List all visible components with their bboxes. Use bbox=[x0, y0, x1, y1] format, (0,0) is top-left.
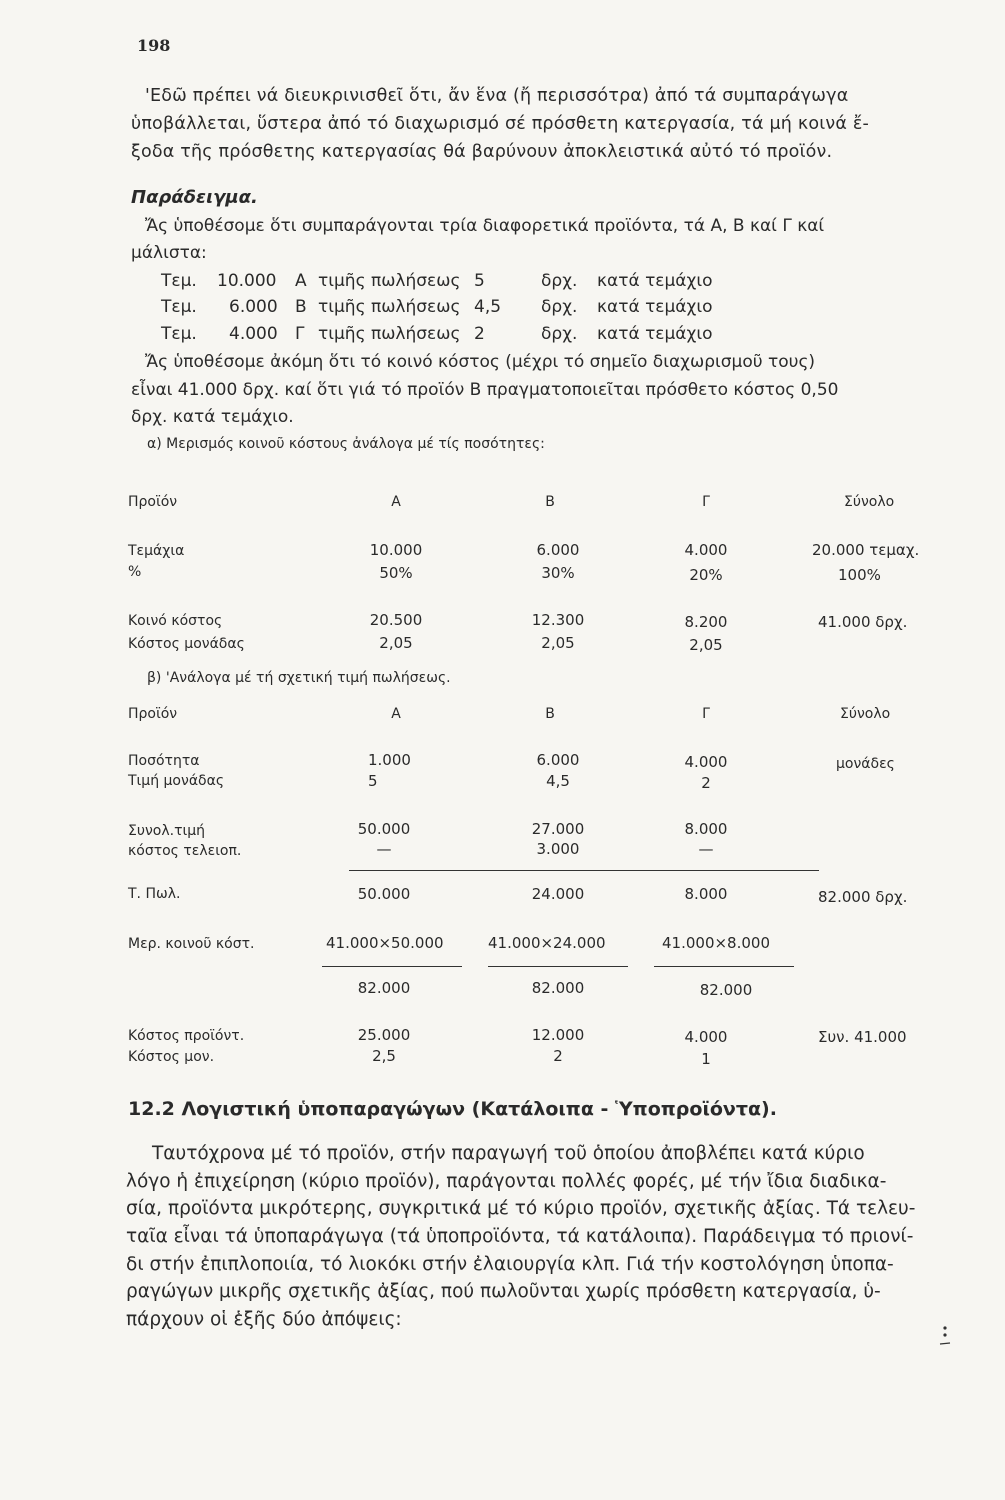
section-heading: 12.2 Λογιστική ὑποπαραγώγων (Κατάλοιπα - Ὑποπροϊόντα). bbox=[128, 1098, 777, 1120]
item-price: 2 bbox=[474, 324, 485, 344]
cell-c: 4.000 bbox=[684, 541, 728, 559]
cell-b: 41.000×24.000 bbox=[488, 934, 606, 952]
cell-total: μονάδες bbox=[836, 756, 895, 772]
cell-c: 4.000 bbox=[684, 1028, 728, 1046]
cell-a: 2,5 bbox=[372, 1047, 396, 1065]
cell-a: 50.000 bbox=[357, 820, 411, 838]
cell-b: 27.000 bbox=[531, 820, 585, 838]
row-label: Τιμή μονάδας bbox=[128, 773, 225, 789]
cell-c: 20% bbox=[689, 566, 723, 584]
row-label: Ποσότητα bbox=[128, 753, 200, 769]
cell-a: 20.500 bbox=[369, 611, 423, 629]
body-line: λόγο ἡ ἐπιχείρηση (κύριο προϊόν), παράγονται πολλές φορές, μέ τήν ἴδια διαδικα- bbox=[126, 1171, 887, 1192]
cell-a: 41.000×50.000 bbox=[326, 934, 444, 952]
body-line: ταῖα εἶναι τά ὑποπαράγωγα (τά ὑποπροϊόντα, τά κατάλοιπα). Παράδειγμα τό πριονί- bbox=[126, 1226, 914, 1247]
item-unit: δρχ. bbox=[541, 297, 578, 317]
item-per: κατά τεμάχιο bbox=[597, 271, 713, 291]
item-phrase: τιμῆς πωλήσεως bbox=[318, 297, 461, 317]
item-product: Β bbox=[295, 297, 307, 317]
item-qty: 4.000 bbox=[229, 324, 278, 344]
cell-c: 8.200 bbox=[684, 613, 728, 631]
item-price: 5 bbox=[474, 271, 485, 291]
intro-line: 'Εδῶ πρέπει νά διευκρινισθεῖ ὅτι, ἄν ἕνα (ἤ περισσότρα) ἀπό τά συμπαράγωγα bbox=[145, 86, 849, 106]
cell-c: 8.000 bbox=[684, 885, 728, 903]
cell-b: 2 bbox=[553, 1047, 563, 1065]
item-unit: δρχ. bbox=[541, 324, 578, 344]
cell-b: 82.000 bbox=[531, 979, 585, 997]
header-col-a: Α bbox=[391, 494, 401, 510]
cell-b: 12.300 bbox=[531, 611, 585, 629]
header-label: Προϊόν bbox=[128, 706, 178, 722]
cell-a: 10.000 bbox=[369, 541, 423, 559]
cell-a: 5 bbox=[368, 772, 378, 790]
row-label: κόστος τελειοπ. bbox=[128, 843, 242, 859]
body-line: Ταυτόχρονα μέ τό προϊόν, στήν παραγωγή τοῦ ὁποίου ἀποβλέπει κατά κύριο bbox=[152, 1143, 865, 1164]
fraction-rule bbox=[654, 966, 794, 967]
cell-a: 2,05 bbox=[379, 634, 413, 652]
intro-line: ξοδα τῆς πρόσθετης κατεργασίας θά βαρύνουν ἀποκλειστικά αὐτό τό προϊόν. bbox=[131, 142, 833, 162]
item-phrase: τιμῆς πωλήσεως bbox=[318, 324, 461, 344]
row-label: % bbox=[128, 564, 142, 580]
body-line: σία, προϊόντα μικρότερης, συγκριτικά μέ τό κύριο προϊόν, σχετικῆς ἀξίας. Τά τελευ- bbox=[126, 1198, 916, 1219]
cell-c: — bbox=[698, 840, 714, 858]
row-label: Κόστος μονάδας bbox=[128, 636, 245, 652]
cell-total: 41.000 δρχ. bbox=[818, 613, 908, 631]
item-phrase: τιμῆς πωλήσεως bbox=[318, 271, 461, 291]
header-col-c: Γ bbox=[702, 494, 710, 510]
cell-c: 2 bbox=[701, 774, 711, 792]
item-product: Α bbox=[295, 271, 307, 291]
cell-b: 12.000 bbox=[531, 1026, 585, 1044]
row-label: Συνολ.τιμή bbox=[128, 823, 206, 839]
row-label: Μερ. κοινοῦ κόστ. bbox=[128, 936, 255, 952]
sum-rule bbox=[349, 870, 819, 871]
cell-b: 2,05 bbox=[541, 634, 575, 652]
cell-c: 4.000 bbox=[684, 753, 728, 771]
item-prefix: Τεμ. bbox=[161, 271, 197, 291]
cell-a: 82.000 bbox=[357, 979, 411, 997]
cell-a: 50% bbox=[379, 564, 413, 582]
item-per: κατά τεμάχιο bbox=[597, 297, 713, 317]
page-number: 198 bbox=[137, 36, 171, 55]
section-b-title: β) 'Ανάλογα μέ τή σχετική τιμή πωλήσεως. bbox=[147, 670, 451, 686]
section-a-title: α) Μερισμός κοινοῦ κόστους ἀνάλογα μέ τίς ποσότητες: bbox=[147, 436, 545, 452]
example-line: μάλιστα: bbox=[131, 243, 207, 263]
item-qty: 6.000 bbox=[229, 297, 278, 317]
item-per: κατά τεμάχιο bbox=[597, 324, 713, 344]
item-qty: 10.000 bbox=[217, 271, 277, 291]
item-unit: δρχ. bbox=[541, 271, 578, 291]
cell-total: 82.000 δρχ. bbox=[818, 888, 908, 906]
body-line: πάρχουν οἱ ἑξῆς δύο ἀπόψεις: bbox=[126, 1309, 402, 1330]
cell-b: 30% bbox=[541, 564, 575, 582]
cell-total: Συν. 41.000 bbox=[818, 1028, 907, 1046]
header-col-b: Β bbox=[545, 706, 555, 722]
cell-c: 2,05 bbox=[689, 636, 723, 654]
example-line: Ἄς ὑποθέσομε ὅτι συμπαράγονται τρία διαφορετικά προϊόντα, τά Α, Β καί Γ καί bbox=[145, 216, 825, 236]
cell-b: 6.000 bbox=[536, 541, 580, 559]
header-total: Σύνολο bbox=[844, 494, 895, 510]
margin-mark bbox=[938, 1322, 952, 1350]
header-col-a: Α bbox=[391, 706, 401, 722]
item-product: Γ bbox=[295, 324, 305, 344]
header-col-b: Β bbox=[545, 494, 555, 510]
cell-c: 8.000 bbox=[684, 820, 728, 838]
cell-a: 50.000 bbox=[357, 885, 411, 903]
cell-b: 4,5 bbox=[546, 772, 570, 790]
body-line: ραγώγων μικρῆς σχετικῆς ἀξίας, πού πωλοῦνται χωρίς πρόσθετη κατεργασία, ὑ- bbox=[126, 1281, 881, 1302]
item-prefix: Τεμ. bbox=[161, 324, 197, 344]
cell-a: — bbox=[376, 840, 392, 858]
assume-line: εἶναι 41.000 δρχ. καί ὅτι γιά τό προϊόν Β πραγματοποιεῖται πρόσθετο κόστος 0,50 bbox=[131, 380, 839, 400]
row-label: Κοινό κόστος bbox=[128, 613, 223, 629]
header-col-c: Γ bbox=[702, 706, 710, 722]
cell-a: 25.000 bbox=[357, 1026, 411, 1044]
cell-total: 100% bbox=[838, 566, 881, 584]
row-label: Κόστος μον. bbox=[128, 1049, 215, 1065]
cell-c: 1 bbox=[701, 1050, 711, 1068]
row-label: Τ. Πωλ. bbox=[128, 886, 181, 902]
header-label: Προϊόν bbox=[128, 494, 178, 510]
body-line: δι στήν ἐπιπλοποιία, τό λιοκόκι στήν ἐλαιουργία κλπ. Γιά τήν κοστολόγηση ὑποπα- bbox=[126, 1254, 894, 1275]
assume-line: δρχ. κατά τεμάχιο. bbox=[131, 407, 294, 427]
example-heading: Παράδειγμα. bbox=[131, 187, 258, 208]
cell-b: 6.000 bbox=[536, 751, 580, 769]
cell-c: 82.000 bbox=[699, 981, 753, 999]
cell-total: 20.000 τεμαχ. bbox=[812, 541, 920, 559]
fraction-rule bbox=[322, 966, 462, 967]
fraction-rule bbox=[488, 966, 628, 967]
assume-line: Ἄς ὑποθέσομε ἀκόμη ὅτι τό κοινό κόστος (μέχρι τό σημεῖο διαχωρισμοῦ τους) bbox=[145, 352, 816, 372]
margin-mark-icon bbox=[938, 1322, 952, 1350]
item-price: 4,5 bbox=[474, 297, 502, 317]
row-label: Τεμάχια bbox=[128, 543, 185, 559]
intro-line: ὑποβάλλεται, ὕστερα ἀπό τό διαχωρισμό σέ πρόσθετη κατεργασία, τά μή κοινά ἔ- bbox=[131, 114, 870, 134]
cell-c: 41.000×8.000 bbox=[662, 934, 770, 952]
item-prefix: Τεμ. bbox=[161, 297, 197, 317]
row-label: Κόστος προϊόντ. bbox=[128, 1028, 245, 1044]
header-total: Σύνολο bbox=[840, 706, 891, 722]
cell-b: 3.000 bbox=[536, 840, 580, 858]
cell-b: 24.000 bbox=[531, 885, 585, 903]
cell-a: 1.000 bbox=[368, 751, 411, 769]
